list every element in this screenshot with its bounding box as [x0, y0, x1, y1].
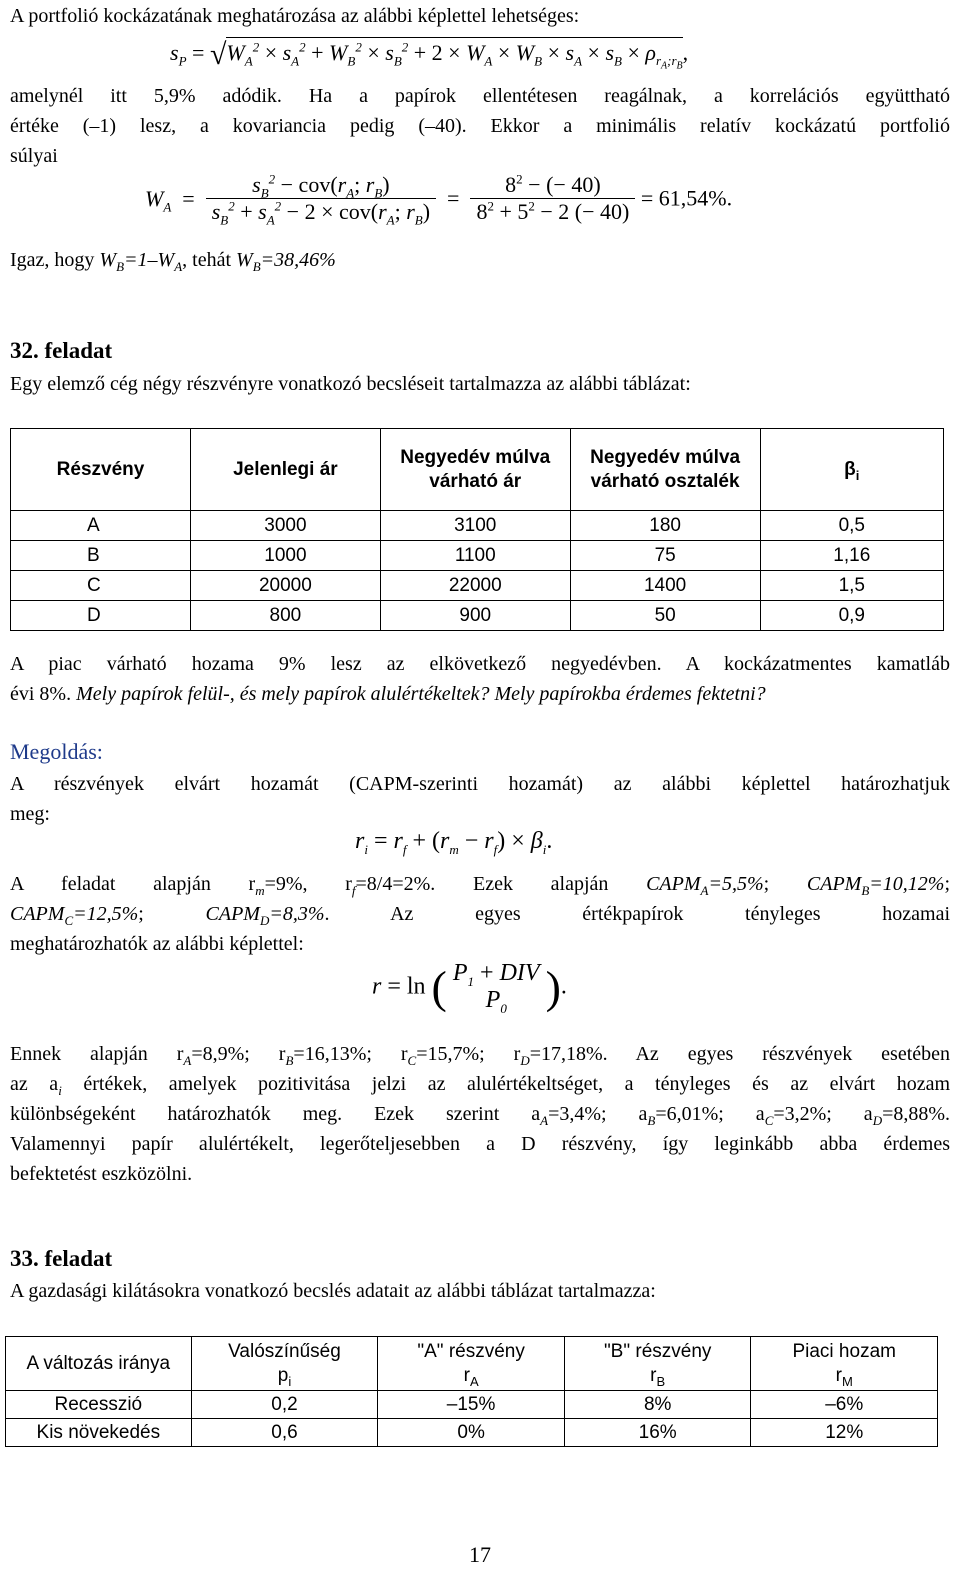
table-cell: B: [11, 541, 191, 571]
solution-line: Ennek alapján $r_A=8,9\%$; $r_B=16,13\%$; $r_C=15,7\%$; $r_D=17,18\%$. Az egyes részvények esetében: [10, 1043, 951, 1068]
table-header-row: [6, 1337, 938, 1391]
header-cell: Részvény: [11, 429, 191, 511]
table-cell: C: [11, 571, 191, 601]
solution-line: az $a_i$ értékek, amelyek pozitivitása jelzi az alulértékeltséget, a tényleges és az elvárt hozam: [10, 1073, 950, 1098]
table-cell: Kis növekedés: [6, 1419, 192, 1447]
task-33-title: 33. feladat: [10, 1246, 113, 1271]
header-cell: "B" részvény $r_B$: [564, 1337, 751, 1391]
capm-formula: $r_i = r_f + (r_m - r_f) \times \beta_i$.: [355, 828, 553, 857]
task-32-question: évi 8%. Mely papírok felül-, és mely papírok alulértékeltek? Mely papírokba érdemes fektetni?: [10, 683, 766, 705]
table-row: [6, 1391, 938, 1419]
table-row: [11, 571, 944, 601]
solution-line: meg:: [10, 803, 50, 825]
table-cell: 1,16: [760, 541, 943, 571]
table-cell: 900: [380, 601, 570, 631]
solution-line: befektetést eszközölni.: [10, 1163, 193, 1185]
table-row: [11, 511, 944, 541]
header-cell: Valószínűség $p_i$: [191, 1337, 378, 1391]
solution-line: A részvények elvárt hozamát (CAPM-szerinti hozamát) az alábbi képlettel határozhatjuk: [10, 773, 950, 795]
table-cell: 20000: [191, 571, 381, 601]
table-cell: 0,2: [191, 1391, 378, 1419]
task-32-intro: Egy elemző cég négy részvényre vonatkozó becsléseit tartalmazza az alábbi táblázat:: [10, 373, 691, 395]
table-cell: 800: [191, 601, 381, 631]
table-cell: –6%: [751, 1391, 938, 1419]
table-cell: 1000: [191, 541, 381, 571]
intro-line: A portfolió kockázatának meghatározása az alábbi képlettel lehetséges:: [10, 5, 580, 27]
page-number: 17: [469, 1542, 491, 1567]
table-cell: 12%: [751, 1419, 938, 1447]
table-cell: 50: [570, 601, 760, 631]
table-cell: 1400: [570, 571, 760, 601]
table-cell: 0,5: [760, 511, 943, 541]
intro-paragraph-line: súlyai: [10, 145, 58, 167]
minimum-risk-weight-formula: $W_A$ = $\frac{s_B^2 - cov(r_A; r_B)}{s_B^2 + s_A^2 - 2 \times cov(r_A; r_B)}$ = $\frac{8^2 - (- 40)}{8^2 + 5^2 - 2 (- 40)}$ = 61,54%.: [145, 171, 733, 228]
header-cell: Jelenlegi ár: [191, 429, 381, 511]
table-cell: 8%: [564, 1391, 751, 1419]
table-cell: 0,9: [760, 601, 943, 631]
task-32-text-line: A piac várható hozama 9% lesz az elkövetkező negyedévben. A kockázatmentes kamatláb: [10, 653, 950, 675]
header-cell: $\beta_i$: [760, 429, 943, 511]
table-cell: A: [11, 511, 191, 541]
table-cell: 16%: [564, 1419, 751, 1447]
table-cell: 180: [570, 511, 760, 541]
table-cell: 3000: [191, 511, 381, 541]
solution-line: Valamennyi papír alulértékelt, legerőteljesebben a D részvény, így leginkább abba érdemes: [10, 1133, 950, 1155]
intro-paragraph-line: értéke (–1) lesz, a kovariancia pedig (–40). Ekkor a minimális relatív kockázatú portfolió: [10, 115, 950, 137]
table-header-row: [11, 429, 944, 511]
table-cell: 75: [570, 541, 760, 571]
weight-conclusion: Igaz, hogy $W_B=1-W_A$, tehát $W_B=38,46\%$: [10, 249, 336, 274]
economic-outlook-table: [5, 1336, 938, 1447]
table-cell: –15%: [378, 1391, 565, 1419]
header-cell: Negyedév múlva várható ár: [380, 429, 570, 511]
solution-line: meghatározhatók az alábbi képlettel:: [10, 933, 304, 955]
header-cell: "A" részvény $r_A$: [378, 1337, 565, 1391]
table-cell: 22000: [380, 571, 570, 601]
intro-paragraph-line: amelynél itt 5,9% adódik. Ha a papírok ellentétesen reagálnak, a korrelációs együttható: [10, 85, 950, 107]
task-32-title: 32. feladat: [10, 338, 113, 363]
header-cell: Negyedév múlva várható osztalék: [570, 429, 760, 511]
table-cell: 1100: [380, 541, 570, 571]
table-row: [6, 1419, 938, 1447]
table-cell: 0,6: [191, 1419, 378, 1447]
stock-estimates-table: [10, 428, 944, 631]
table-cell: D: [11, 601, 191, 631]
header-cell: A változás iránya: [6, 1337, 192, 1391]
solution-line: $CAPM_C=12,5\%$; $CAPM_D=8,3\%$. Az egyes értékpapírok tényleges hozamai: [10, 903, 951, 928]
table-cell: 0%: [378, 1419, 565, 1447]
table-row: [11, 541, 944, 571]
table-cell: Recesszió: [6, 1391, 192, 1419]
solution-line: különbségeként határozhatók meg. Ezek szerint $a_A=3,4\%$; $a_B=6,01\%$; $a_C=3,2\%$; $a_D=8,88\%$.: [10, 1103, 951, 1128]
table-row: [11, 601, 944, 631]
portfolio-risk-formula: $s_P = √W_A^2 \times s_A^2 + W_B^2 \times s_B^2 + 2 \times W_A \times W_B \times s_A \times s_B \times \rho_{r_A;r_B}$,: [170, 38, 689, 72]
header-cell: Piaci hozam $r_M$: [751, 1337, 938, 1391]
task-33-intro: A gazdasági kilátásokra vonatkozó becslés adatait az alábbi táblázat tartalmazza:: [10, 1280, 656, 1302]
solution-line: A feladat alapján $r_m=9\%$, $r_f=8/4=2\%$. Ezek alapján $CAPM_A=5,5\%$; $CAPM_B=10,12\%$;: [10, 873, 950, 898]
table-cell: 1,5: [760, 571, 943, 601]
return-formula: r = ln ( $P_1$ + DIV $P_0$ ).: [372, 960, 567, 1016]
table-cell: 3100: [380, 511, 570, 541]
solution-title: Megoldás:: [10, 739, 103, 764]
